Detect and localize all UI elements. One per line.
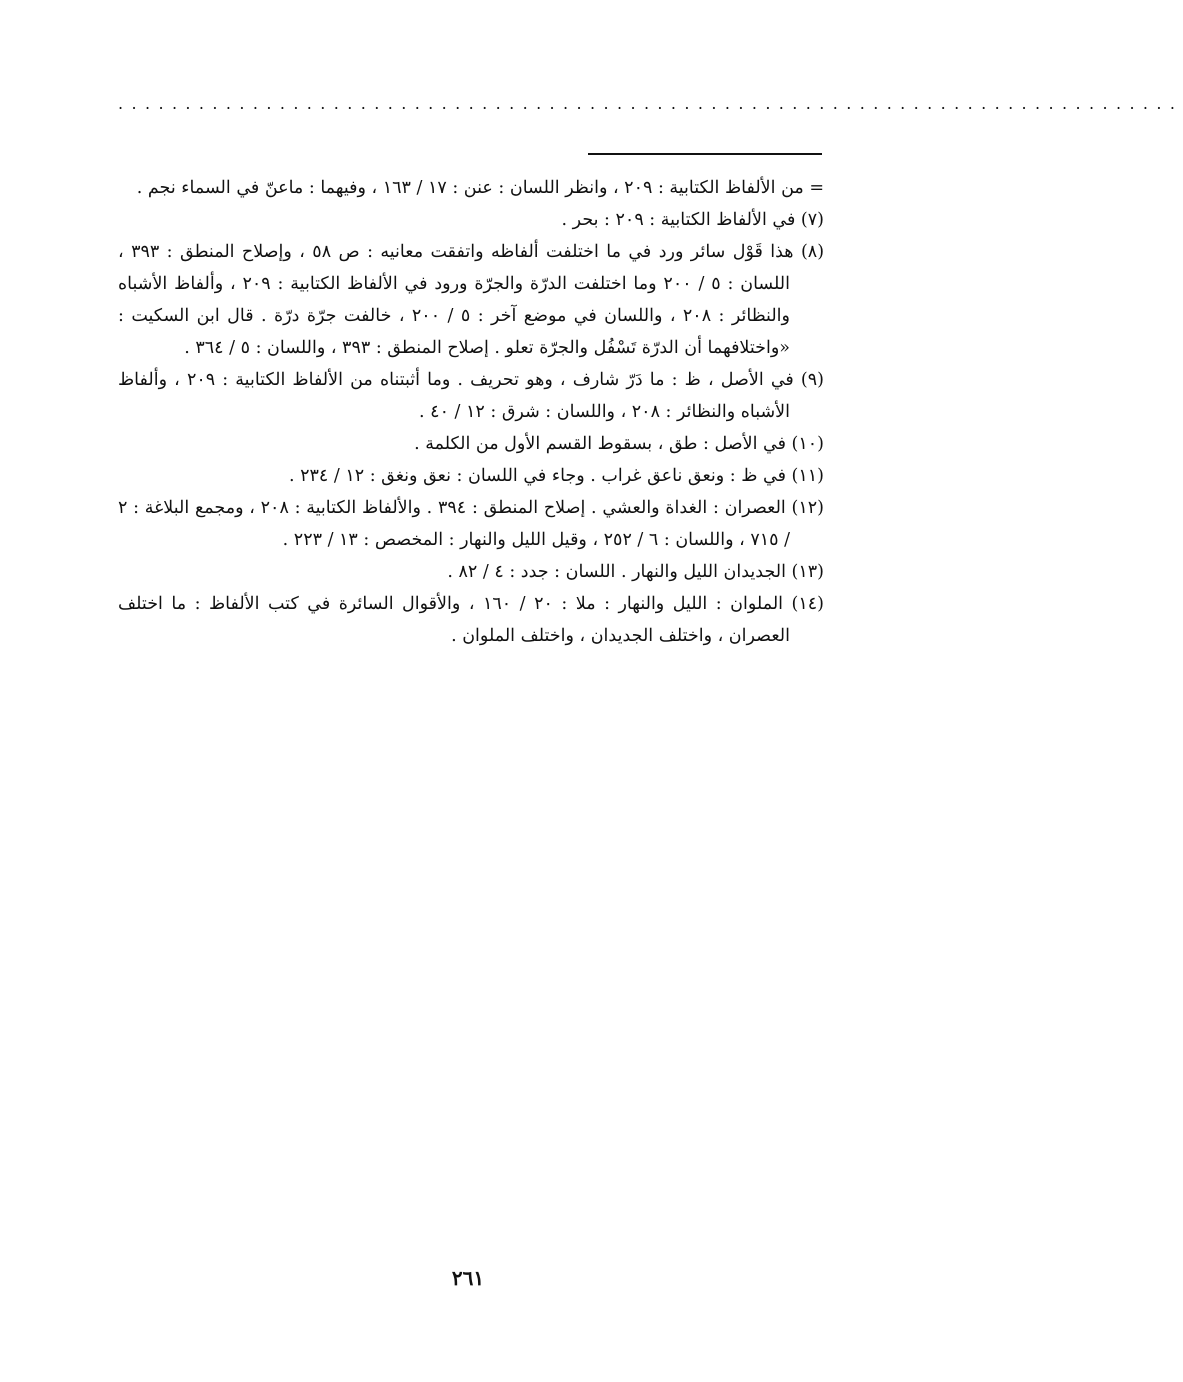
footnote-7: (٧) في الألفاظ الكتابية : ٢٠٩ : بحر . bbox=[561, 210, 824, 230]
footnote-10: (١٠) في الأصل : طق ، بسقوط القسم الأول من الكلمة . bbox=[414, 434, 824, 454]
footnote-14: (١٤) الملوان : الليل والنهار : ملا : ٢٠ / ١٦٠ ، والأقوال السائرة في كتب الألفاظ : ما اختلف العصران ، واختلف الجديدان ، واختلف الملوان . bbox=[118, 594, 824, 646]
footnote-rule bbox=[588, 153, 822, 155]
footnote-9: (٩) في الأصل ، ظ : ما دَرّ شارف ، وهو تحريف . وما أثبتناه من الألفاظ الكتابية : ٢٠٩ ، وألفاظ الأشباه والنظائر : ٢٠٨ ، واللسان : شرق : ١٢ / ٤٠ . bbox=[118, 370, 824, 422]
footnote-11: (١١) في ظ : ونعق ناعق غراب . وجاء في اللسان : نعق ونغق : ١٢ / ٢٣٤ . bbox=[288, 466, 824, 486]
footnotes-block bbox=[118, 172, 824, 652]
footnote-continued: = من الألفاظ الكتابية : ٢٠٩ ، وانظر اللسان : عنن : ١٧ / ١٦٣ ، وفيهما : ماعنّ في السماء نجم . bbox=[136, 178, 824, 198]
dotted-separator: ............................................................................... bbox=[118, 94, 1183, 113]
footnote-8: (٨) هذا قَوْل سائر ورد في ما اختلفت ألفاظه واتفقت معانيه : ص ٥٨ ، وإصلاح المنطق : ٣٩٣ ، اللسان : ٥ / ٢٠٠ وما اختلفت الدرّة والجرّة ورود في الألفاظ الكتابية : ٢٠٩ ، وألفاظ الأشباه والنظائر : ٢٠٨ ، واللسان في موضع آخر : ٥ / ٢٠٠ ، خالفت جرّة درّة . قال ابن السكيت : «واختلافهما أن الدرّة تَسْفُل والجرّة تعلو . إصلاح المنطق : ٣٩٣ ، واللسان : ٥ / ٣٦٤ . bbox=[118, 242, 825, 358]
footnote-13: (١٣) الجديدان الليل والنهار . اللسان : جدد : ٤ / ٨٢ . bbox=[447, 562, 824, 582]
footnote-12: (١٢) العصران : الغداة والعشي . إصلاح المنطق : ٣٩٤ . والألفاظ الكتابية : ٢٠٨ ، ومجمع البلاغة : ٢ / ٧١٥ ، واللسان : ٦ / ٢٥٢ ، وقيل الليل والنهار : المخصص : ١٣ / ٢٢٣ . bbox=[118, 498, 824, 550]
page-number: ٢٦١ bbox=[451, 1266, 485, 1290]
